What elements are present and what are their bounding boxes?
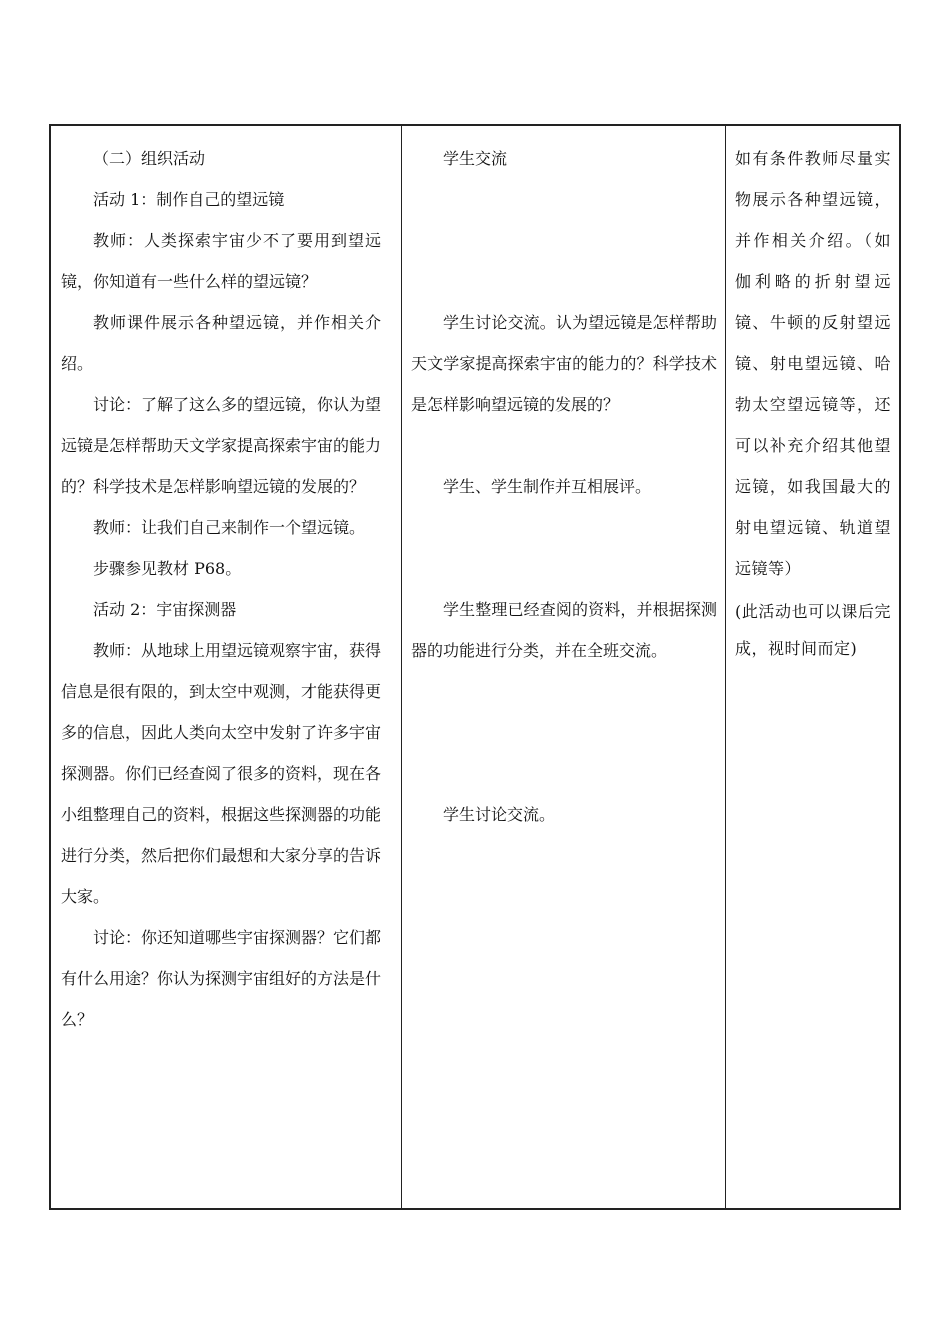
timing-note: (此活动也可以课后完成，视时间而定) (735, 602, 891, 658)
discussion-2: 讨论：你还知道哪些宇宙探测器？它们都有什么用途？你认为探测宇宙组好的方法是什么？ (61, 928, 382, 1029)
discussion-1: 讨论：了解了这么多的望远镜，你认为望远镜是怎样帮助天文学家提高探索宇宙的能力的？科学技术是怎样影响望远镜的发展的？ (61, 395, 382, 496)
section-heading: （二）组织活动 (93, 149, 206, 168)
teacher-question-telescopes: 教师：人类探索宇宙少不了要用到望远镜，你知道有一些什么样的望远镜？ (61, 231, 381, 291)
student-exchange: 学生交流 (443, 149, 508, 168)
student-make-and-review: 学生、学生制作并互相展评。 (443, 477, 652, 496)
student-organize-materials: 学生整理已经查阅的资料，并根据探测器的功能进行分类，并在全班交流。 (411, 600, 717, 660)
lesson-plan-table (49, 124, 901, 1210)
teacher-note-telescopes: 如有条件教师尽量实物展示各种望远镜，并作相关介绍。（如伽利略的折射望远镜、牛顿的反射望远镜、射电望远镜、哈勃太空望远镜等，还可以补充介绍其他望远镜，如我国最大的射电望远镜、轨道望远镜等） (735, 149, 891, 578)
student-discussion-telescope: 学生讨论交流。认为望远镜是怎样帮助天文学家提高探索宇宙的能力的？科学技术是怎样影响望远镜的发展的？ (411, 313, 717, 414)
student-discussion-probe: 学生讨论交流。 (443, 805, 556, 824)
courseware-note: 教师课件展示各种望远镜，并作相关介绍。 (61, 313, 381, 373)
teacher-make-telescope: 教师：让我们自己来制作一个望远镜。 (93, 518, 366, 537)
activity-1-title: 活动 1：制作自己的望远镜 (93, 190, 285, 209)
steps-reference: 步骤参见教材 P68。 (93, 559, 242, 578)
notes-column (727, 126, 899, 1208)
activity-2-title: 活动 2：宇宙探测器 (93, 600, 237, 619)
teacher-probe-instructions: 教师：从地球上用望远镜观察宇宙，获得信息是很有限的，到太空中观测，才能获得更多的信息，因此人类向太空中发射了许多宇宙探测器。你们已经查阅了很多的资料，现在各小组整理自己的资料，根据这些探测器的功能进行分类，然后把你们最想和大家分享的告诉大家。 (61, 641, 382, 906)
student-activity-column (403, 126, 727, 1208)
teacher-activity-column (51, 126, 403, 1208)
